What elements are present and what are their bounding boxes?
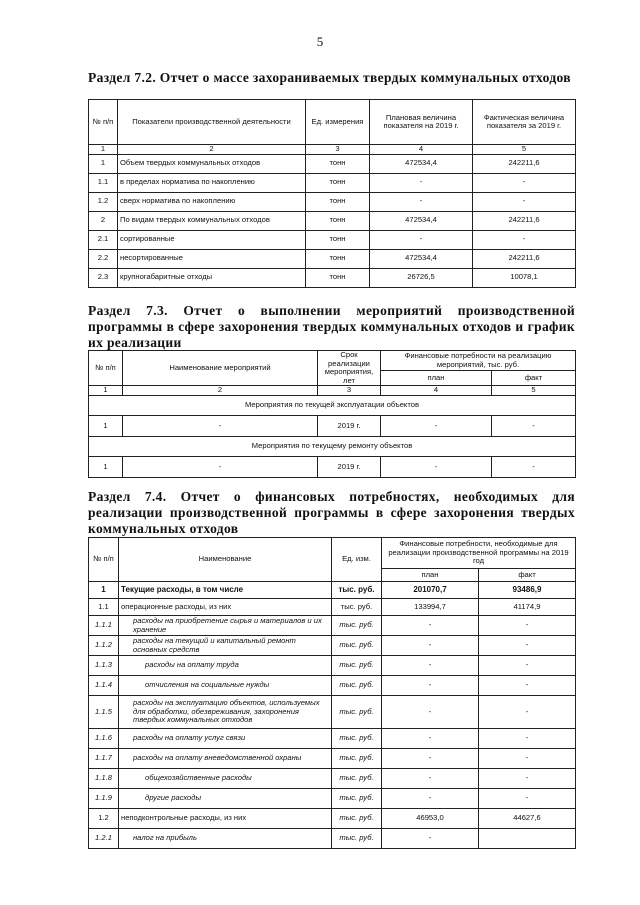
table-row — [89, 636, 576, 656]
financial-needs-table — [88, 537, 576, 849]
table-row — [89, 230, 576, 249]
group-label: Мероприятия по текущей эксплуатации объектов — [89, 396, 576, 416]
row-label: сортированные — [118, 230, 306, 249]
row-plan: - — [382, 616, 479, 636]
row-unit: тыс. руб. — [332, 769, 382, 789]
row-fact: 41174,9 — [479, 599, 576, 616]
row-plan: - — [382, 749, 479, 769]
column-numbers-row — [89, 386, 576, 396]
table-row — [89, 696, 576, 729]
table-row — [89, 729, 576, 749]
row-label: сверх норматива по накоплению — [118, 192, 306, 211]
header-cell: Фактическая величина показателя за 2019 г. — [473, 100, 576, 145]
row-plan: - — [370, 173, 473, 192]
column-number: 3 — [318, 386, 381, 396]
row-number: 1.1.2 — [89, 636, 119, 656]
row-plan: 201070,7 — [382, 582, 479, 599]
row-number: 1.1.1 — [89, 616, 119, 636]
row-plan: 133994,7 — [382, 599, 479, 616]
row-number: 1 — [89, 154, 118, 173]
column-number: 3 — [306, 145, 370, 155]
row-fact: - — [479, 696, 576, 729]
row-number: 1.1.8 — [89, 769, 119, 789]
row-number: 2.2 — [89, 249, 118, 268]
row-unit: тонн — [306, 249, 370, 268]
row-number: 1.1.6 — [89, 729, 119, 749]
row-unit: тыс. руб. — [332, 599, 382, 616]
row-plan: - — [370, 192, 473, 211]
row-number: 1.2 — [89, 809, 119, 829]
table-row — [89, 676, 576, 696]
row-number: 1.1 — [89, 599, 119, 616]
column-number: 4 — [381, 386, 492, 396]
activities-table — [88, 350, 576, 478]
column-number: 2 — [118, 145, 306, 155]
row-label: несортированные — [118, 249, 306, 268]
header-cell: план — [382, 569, 479, 582]
table-row — [89, 211, 576, 230]
row-plan: - — [382, 676, 479, 696]
row-fact: 242211,6 — [473, 249, 576, 268]
row-plan: - — [382, 829, 479, 849]
column-numbers-row — [89, 145, 576, 155]
row-label: расходы на оплату услуг связи — [119, 729, 332, 749]
row-fact: - — [479, 729, 576, 749]
header-cell: Срок реализации мероприятия, лет — [318, 351, 381, 386]
row-unit: тонн — [306, 192, 370, 211]
header-cell: Наименование — [119, 538, 332, 582]
row-fact: - — [479, 769, 576, 789]
row-number: 1 — [89, 416, 123, 437]
table-row — [89, 192, 576, 211]
group-row — [89, 396, 576, 416]
table-row — [89, 829, 576, 849]
section-7-2-heading: Раздел 7.2. Отчет о массе захораниваемых твердых коммунальных отходов — [88, 70, 571, 85]
row-label: крупногабаритные отходы — [118, 268, 306, 287]
table-row — [89, 173, 576, 192]
row-label: в пределах норматива по накоплению — [118, 173, 306, 192]
row-term: 2019 г. — [318, 416, 381, 437]
table-row — [89, 616, 576, 636]
row-unit: тыс. руб. — [332, 789, 382, 809]
row-label: расходы на эксплуатацию объектов, используемых для обработки, обезвреживания, захоронения твердых коммунальных отходов — [119, 696, 332, 729]
header-cell: Ед. измерения — [306, 100, 370, 145]
row-number: 2.1 — [89, 230, 118, 249]
row-unit: тыс. руб. — [332, 616, 382, 636]
row-unit: тонн — [306, 268, 370, 287]
row-fact: - — [479, 676, 576, 696]
column-number: 5 — [473, 145, 576, 155]
table-row — [89, 582, 576, 599]
row-unit: тыс. руб. — [332, 749, 382, 769]
row-plan: - — [382, 636, 479, 656]
row-unit: тыс. руб. — [332, 829, 382, 849]
row-number: 1.2 — [89, 192, 118, 211]
row-unit: тыс. руб. — [332, 582, 382, 599]
table-row — [89, 656, 576, 676]
row-number: 1.1.4 — [89, 676, 119, 696]
header-cell: Финансовые потребности, необходимые для реализации производственной программы на 2019 год — [382, 538, 576, 569]
row-fact: - — [479, 616, 576, 636]
row-plan: - — [382, 769, 479, 789]
row-fact: - — [473, 173, 576, 192]
table-row — [89, 769, 576, 789]
header-cell: Финансовые потребности на реализацию мероприятий, тыс. руб. — [381, 351, 576, 371]
row-plan: - — [370, 230, 473, 249]
row-plan: 26726,5 — [370, 268, 473, 287]
row-unit: тыс. руб. — [332, 696, 382, 729]
row-unit: тыс. руб. — [332, 656, 382, 676]
mass-report-table — [88, 99, 576, 288]
row-label: налог на прибыль — [119, 829, 332, 849]
row-unit: тыс. руб. — [332, 636, 382, 656]
row-unit: тыс. руб. — [332, 809, 382, 829]
row-fact: 10078,1 — [473, 268, 576, 287]
header-cell: Ед. изм. — [332, 538, 382, 582]
header-row — [89, 351, 576, 371]
column-number: 1 — [89, 145, 118, 155]
row-fact: 242211,6 — [473, 154, 576, 173]
row-fact: - — [492, 416, 576, 437]
row-label: - — [123, 416, 318, 437]
table-row — [89, 416, 576, 437]
row-number: 1.1.3 — [89, 656, 119, 676]
row-label: неподконтрольные расходы, из них — [119, 809, 332, 829]
row-fact: - — [479, 789, 576, 809]
row-number: 1.1.5 — [89, 696, 119, 729]
row-fact: - — [473, 230, 576, 249]
row-plan: 472534,4 — [370, 249, 473, 268]
page-number: 5 — [316, 34, 324, 49]
row-term: 2019 г. — [318, 457, 381, 478]
table-row — [89, 749, 576, 769]
row-number: 2.3 — [89, 268, 118, 287]
row-plan: 472534,4 — [370, 211, 473, 230]
row-label: другие расходы — [119, 789, 332, 809]
row-fact: - — [479, 636, 576, 656]
row-plan: 46953,0 — [382, 809, 479, 829]
header-cell: № п/п — [89, 100, 118, 145]
column-number: 5 — [492, 386, 576, 396]
section-7-3-heading: Раздел 7.3. Отчет о выполнении мероприятий производственной программы в сфере захоронения твердых коммунальных отходов и график их реализации — [88, 303, 575, 350]
header-cell: факт — [492, 371, 576, 386]
row-plan: - — [382, 729, 479, 749]
row-plan: - — [382, 789, 479, 809]
row-label: расходы на оплату вневедомственной охраны — [119, 749, 332, 769]
table-row — [89, 599, 576, 616]
column-number: 4 — [370, 145, 473, 155]
row-fact: 242211,6 — [473, 211, 576, 230]
row-label: отчисления на социальные нужды — [119, 676, 332, 696]
row-label: По видам твердых коммунальных отходов — [118, 211, 306, 230]
header-cell: Показатели производственной деятельности — [118, 100, 306, 145]
row-unit: тонн — [306, 173, 370, 192]
row-unit: тонн — [306, 154, 370, 173]
row-number: 1 — [89, 457, 123, 478]
group-row — [89, 437, 576, 457]
row-plan: - — [381, 416, 492, 437]
header-cell: факт — [479, 569, 576, 582]
row-label: Объем твердых коммунальных отходов — [118, 154, 306, 173]
table-row — [89, 809, 576, 829]
row-number: 1.1.9 — [89, 789, 119, 809]
table-row — [89, 789, 576, 809]
row-plan: - — [381, 457, 492, 478]
table-row — [89, 268, 576, 287]
header-cell: Наименование мероприятий — [123, 351, 318, 386]
section-7-4-heading: Раздел 7.4. Отчет о финансовых потребностях, необходимых для реализации производственной программы в сфере захоронения твердых коммунальных отходов — [88, 489, 575, 536]
row-label: - — [123, 457, 318, 478]
row-fact: - — [473, 192, 576, 211]
row-unit: тыс. руб. — [332, 676, 382, 696]
row-fact: - — [479, 749, 576, 769]
header-cell: № п/п — [89, 351, 123, 386]
row-fact: 93486,9 — [479, 582, 576, 599]
row-label: расходы на оплату труда — [119, 656, 332, 676]
row-number: 1 — [89, 582, 119, 599]
row-label: расходы на приобретение сырья и материалов и их хранение — [119, 616, 332, 636]
row-fact: - — [492, 457, 576, 478]
row-plan: 472534,4 — [370, 154, 473, 173]
row-unit: тыс. руб. — [332, 729, 382, 749]
row-number: 1.1 — [89, 173, 118, 192]
header-cell: Плановая величина показателя на 2019 г. — [370, 100, 473, 145]
header-cell: № п/п — [89, 538, 119, 582]
row-label: операционные расходы, из них — [119, 599, 332, 616]
table-row — [89, 249, 576, 268]
row-plan: - — [382, 696, 479, 729]
row-unit: тонн — [306, 230, 370, 249]
header-row — [89, 100, 576, 145]
group-label: Мероприятия по текущему ремонту объектов — [89, 437, 576, 457]
row-label: расходы на текущий и капитальный ремонт основных средств — [119, 636, 332, 656]
column-number: 1 — [89, 386, 123, 396]
row-plan: - — [382, 656, 479, 676]
row-fact: 44627,6 — [479, 809, 576, 829]
row-fact: - — [479, 656, 576, 676]
table-row — [89, 457, 576, 478]
row-label: Текущие расходы, в том числе — [119, 582, 332, 599]
column-number: 2 — [123, 386, 318, 396]
row-number: 1.2.1 — [89, 829, 119, 849]
header-cell: план — [381, 371, 492, 386]
row-label: общехозяйственные расходы — [119, 769, 332, 789]
header-row — [89, 538, 576, 569]
row-number: 2 — [89, 211, 118, 230]
row-number: 1.1.7 — [89, 749, 119, 769]
row-fact — [479, 829, 576, 849]
row-unit: тонн — [306, 211, 370, 230]
table-row — [89, 154, 576, 173]
